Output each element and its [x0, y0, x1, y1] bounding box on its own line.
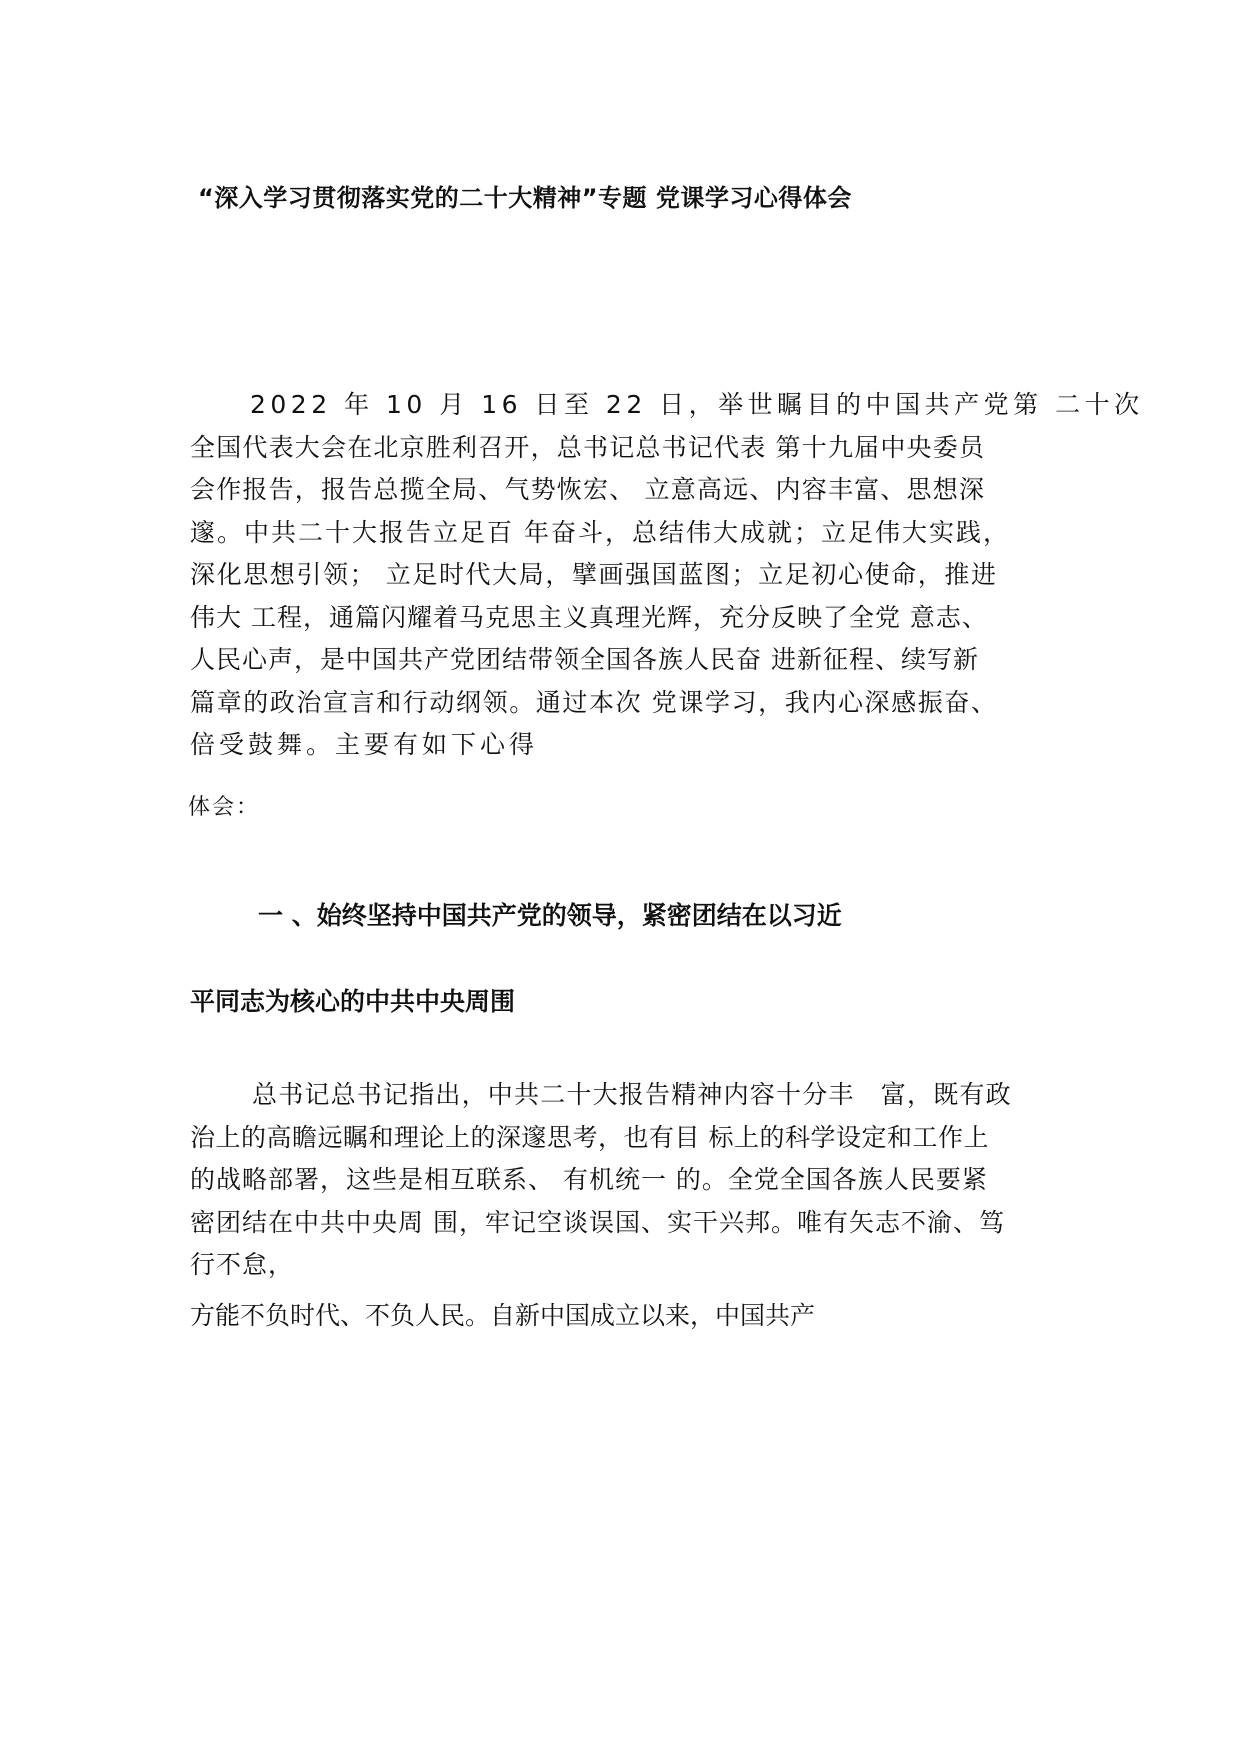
intro-line: 人民心声，是中国共产党团结带领全国各族人民奋 进新征程、续写新: [190, 645, 979, 674]
intro-line: 深化思想引领； 立足时代大局，擘画强国蓝图；立足初心使命，推进: [190, 560, 998, 589]
intro-line: 全国代表大会在北京胜利召开，总书记总书记代表 第十九届中央委员: [190, 432, 986, 462]
intro-tail: 体会：: [188, 795, 261, 820]
intro-line: 伟大 工程，通篇闪耀着马克思主义真理光辉，充分反映了全党 意志、: [190, 602, 988, 632]
section-heading: 一 、始终坚持中国共产党的领导，紧密团结在以习近: [258, 901, 842, 930]
intro-line: 倍受鼓舞。主要有如下心得: [190, 730, 539, 759]
section-paragraph: [190, 1074, 1090, 1287]
section-heading-continued: 平同志为核心的中共中央周围: [190, 987, 516, 1016]
intro-line: 邃。中共二十大报告立足百 年奋斗，总结伟大成就；立足伟大实践，: [190, 517, 1010, 547]
intro-line: 会作报告，报告总揽全局、气势恢宏、 立意高远、内容丰富、思想深: [190, 475, 986, 504]
section-tail-line: 方能不负时代、不负人民。自新中国成立以来，中国共产: [190, 1301, 816, 1330]
section-line: 行不怠，: [190, 1250, 295, 1279]
section-line: 的战略部署，这些是相互联系、 有机统一 的。全党全国各族人民要紧: [190, 1165, 988, 1194]
intro-paragraph: [190, 384, 1144, 767]
section-line: 总书记总书记指出，中共二十大报告精神内容十分丰 富，既有政: [252, 1080, 1012, 1109]
section-line: 治上的高瞻远瞩和理论上的深邃思考，也有目 标上的科学设定和工作上: [190, 1122, 989, 1152]
document-title: “深入学习贯彻落实党的二十大精神”专题 党课学习心得体会: [198, 184, 852, 212]
intro-line: 篇章的政治宣言和行动纲领。通过本次 党课学习，我内心深感振奋、: [190, 687, 998, 717]
intro-line: 2022 年 10 月 16 日至 22 日，举世瞩目的中国共产党第 二十次: [250, 390, 1144, 419]
section-line: 密团结在中共中央周 围，牢记空谈误国、实干兴邦。唯有矢志不渝、笃: [190, 1207, 1005, 1237]
